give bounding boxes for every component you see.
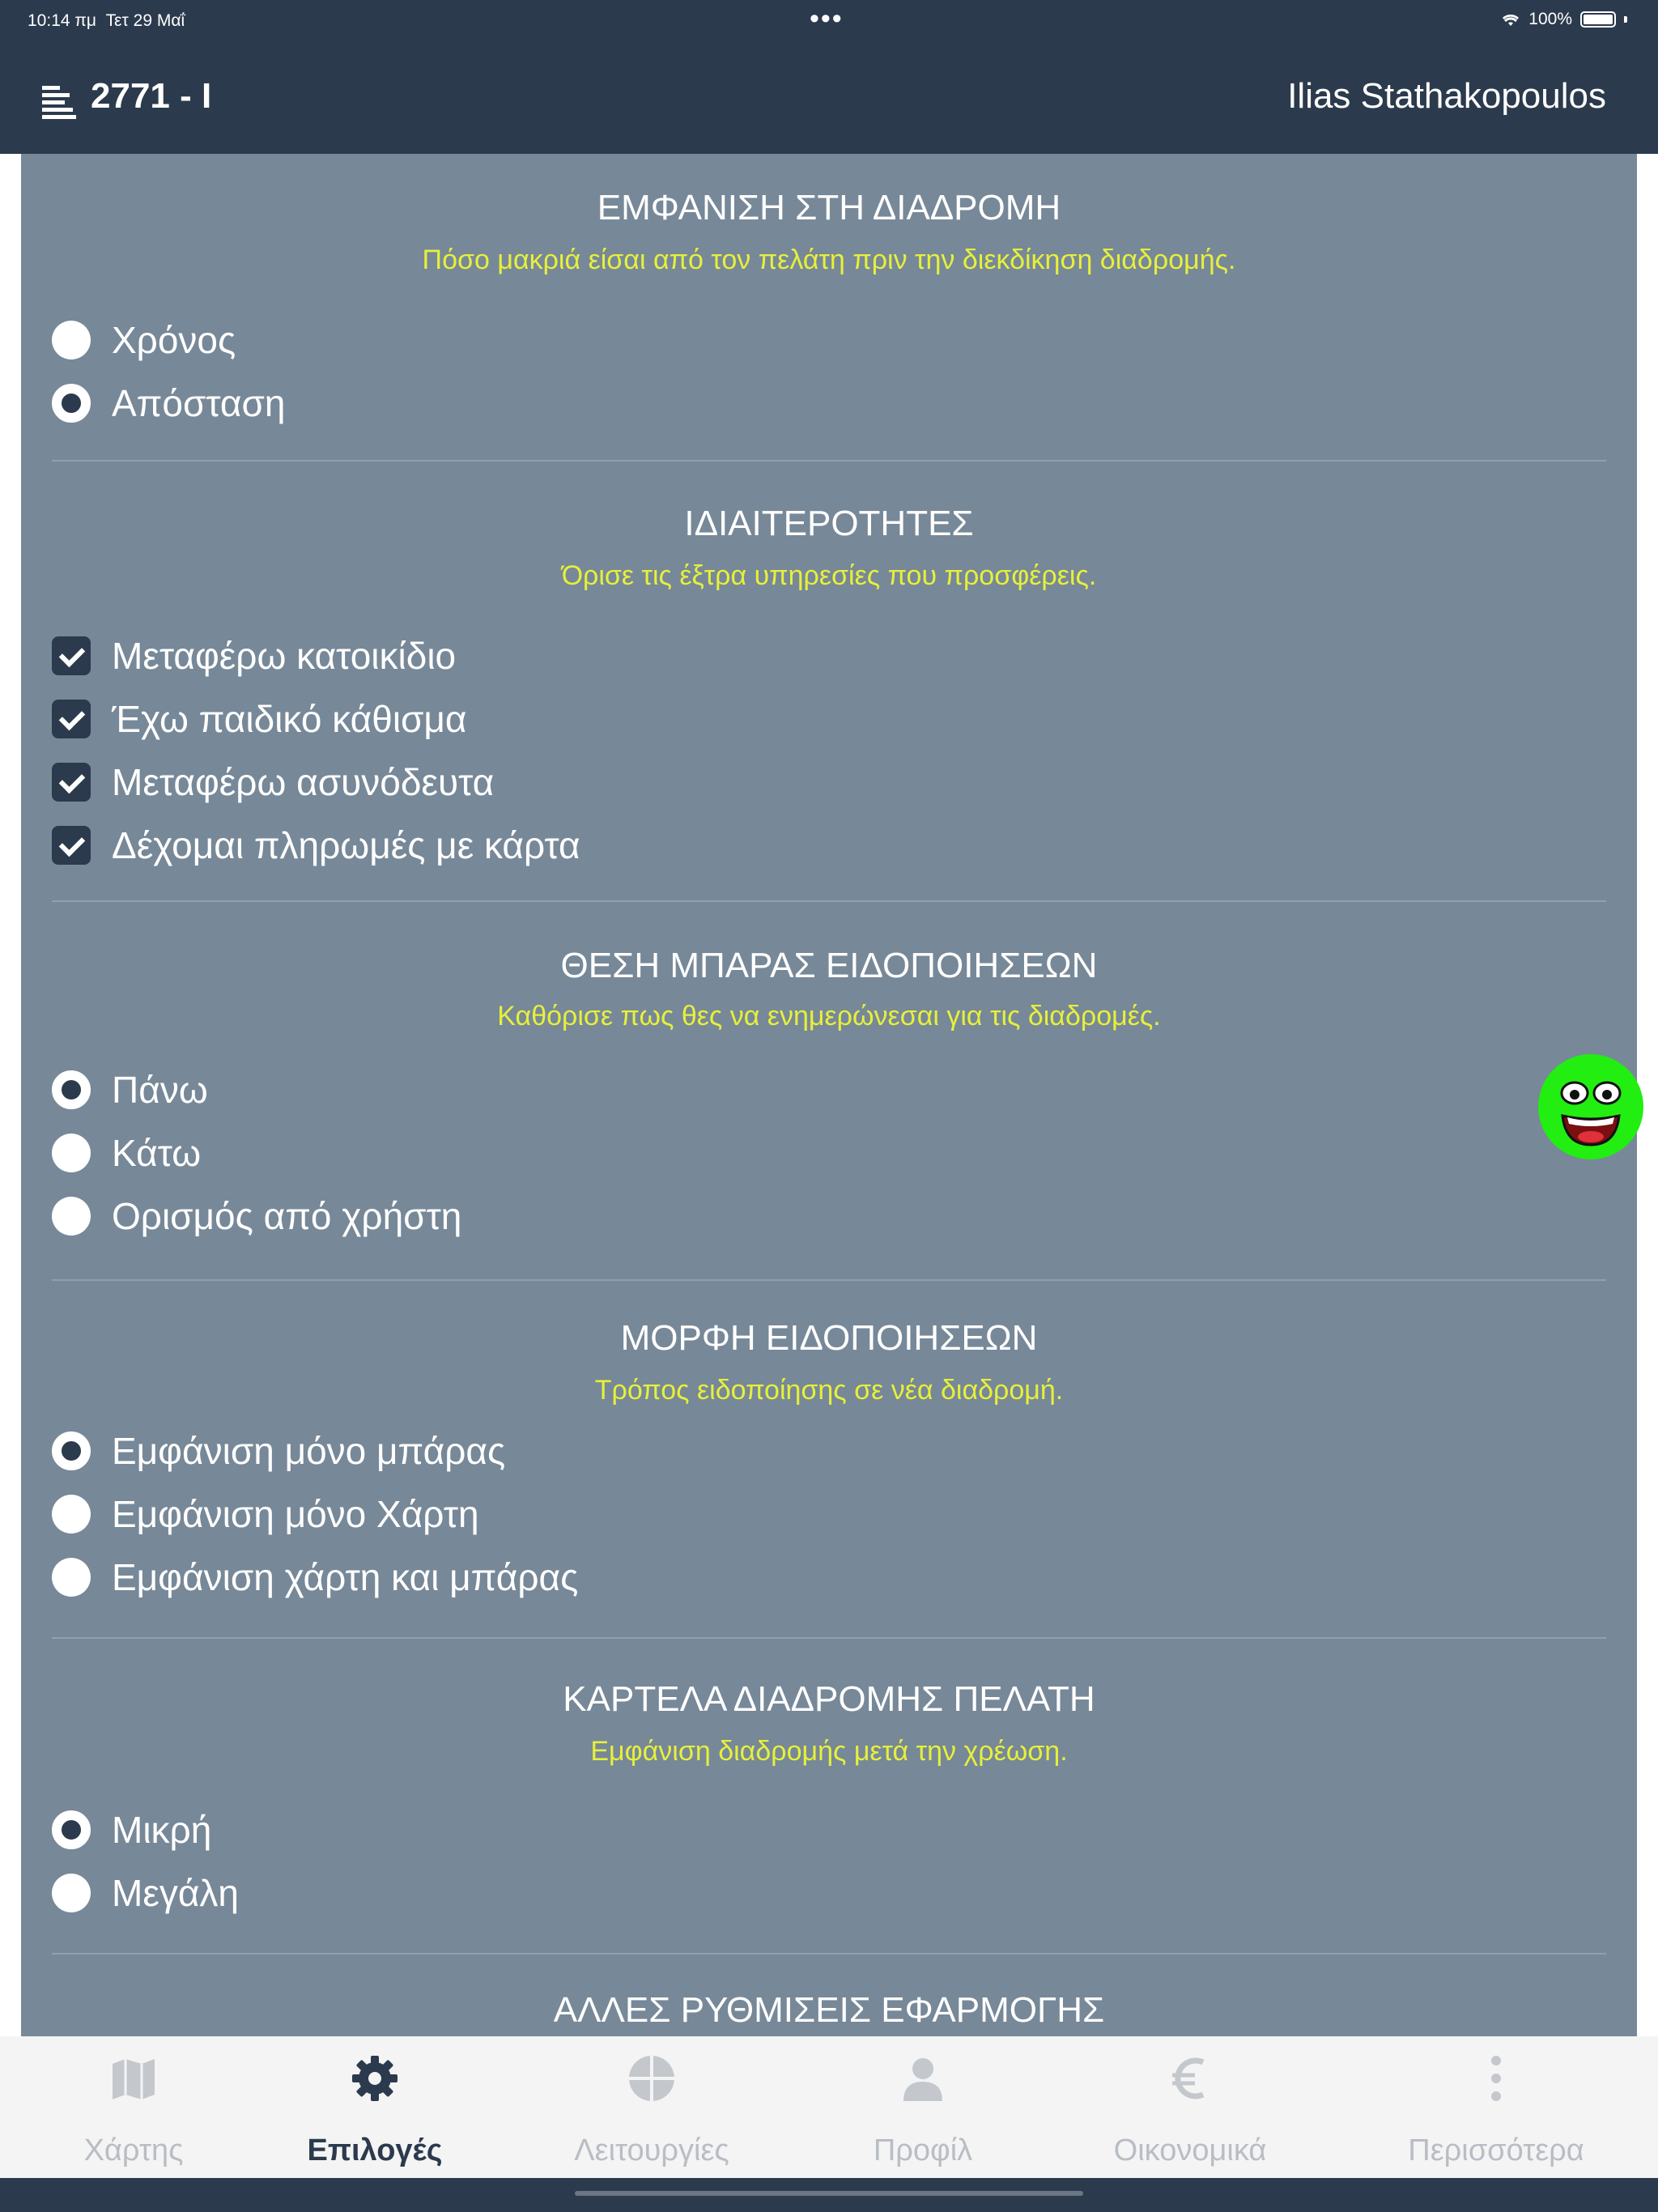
radio-option-map-and-bar[interactable] — [52, 1553, 578, 1602]
person-icon — [897, 2052, 949, 2104]
radio-button-selected[interactable] — [52, 1431, 91, 1470]
radio-option-top[interactable] — [52, 1066, 208, 1114]
euro-icon — [1164, 2052, 1216, 2104]
radio-button[interactable] — [52, 1197, 91, 1236]
option-label: Απόσταση — [112, 382, 286, 424]
section-subtitle-route-display: Πόσο μακριά είσαι από τον πελάτη πριν την διεκδίκηση διαδρομής. — [422, 245, 1236, 275]
option-label: Εμφάνιση μόνο μπάρας — [112, 1430, 506, 1472]
option-label: Ορισμός από χρήστη — [112, 1195, 462, 1237]
radio-option-small[interactable] — [52, 1806, 211, 1854]
checkbox-option-child-seat[interactable] — [52, 695, 467, 743]
tab-options[interactable] — [241, 2036, 508, 2178]
user-name[interactable]: Ilias Stathakopoulos — [1287, 76, 1606, 116]
radio-option-user-defined[interactable] — [52, 1192, 461, 1240]
option-label: Κάτω — [112, 1132, 202, 1174]
option-label: Μεταφέρω κατοικίδιο — [112, 635, 457, 677]
section-subtitle-notification-format: Τρόπος ειδοποίησης σε νέα διαδρομή. — [594, 1375, 1064, 1406]
tab-label: Οικονομικά — [1113, 2133, 1267, 2167]
wifi-icon — [1501, 11, 1520, 28]
checkbox-option-card-payments[interactable] — [52, 821, 580, 870]
tab-label: Λειτουργίες — [574, 2133, 729, 2167]
radio-button-selected[interactable] — [52, 1070, 91, 1109]
divider — [52, 1637, 1606, 1639]
section-subtitle-features: Όρισε τις έξτρα υπηρεσίες που προσφέρεις. — [561, 560, 1097, 591]
section-title-route-display: ΕΜΦΑΝΙΣΗ ΣΤΗ ΔΙΑΔΡΟΜΗ — [597, 188, 1061, 228]
radio-option-bottom[interactable] — [52, 1129, 201, 1177]
app-header — [0, 42, 1658, 154]
section-subtitle-customer-route-card: Εμφάνιση διαδρομής μετά την χρέωση. — [590, 1736, 1068, 1767]
checkbox-option-unaccompanied[interactable] — [52, 758, 494, 806]
bottom-tab-bar — [0, 2036, 1658, 2178]
radio-button-selected[interactable] — [52, 1810, 91, 1849]
section-title-customer-route-card: ΚΑΡΤΕΛΑ ΔΙΑΔΡΟΜΗΣ ΠΕΛΑΤΗ — [563, 1679, 1095, 1719]
tab-functions[interactable] — [518, 2036, 785, 2178]
gear-icon — [349, 2052, 401, 2104]
tab-profile[interactable] — [789, 2036, 1056, 2178]
tab-label: Χάρτης — [83, 2133, 184, 2167]
radio-option-distance[interactable] — [52, 379, 285, 428]
radio-option-large[interactable] — [52, 1869, 239, 1917]
divider — [52, 1279, 1606, 1281]
radio-button-selected[interactable] — [52, 384, 91, 423]
floating-assistant-smiley-icon[interactable] — [1538, 1054, 1643, 1159]
status-time-date: 10:14 πμ Τετ 29 Μαΐ — [28, 11, 185, 30]
radio-option-bar-only[interactable] — [52, 1427, 505, 1475]
option-label: Μεγάλη — [112, 1872, 240, 1914]
tab-label: Προφίλ — [873, 2133, 973, 2167]
option-label: Δέχομαι πληρωμές με κάρτα — [112, 824, 580, 866]
divider — [52, 900, 1606, 902]
checkbox-checked[interactable] — [52, 763, 91, 802]
grid-icon — [626, 2052, 678, 2104]
page-title: 2771 - I — [91, 76, 212, 116]
option-label: Χρόνος — [112, 319, 236, 361]
radio-button[interactable] — [52, 321, 91, 359]
more-vertical-icon — [1470, 2052, 1522, 2104]
radio-button[interactable] — [52, 1134, 91, 1172]
section-title-features: ΙΔΙΑΙΤΕΡΟΤΗΤΕΣ — [684, 504, 974, 543]
tab-finances[interactable] — [1056, 2036, 1324, 2178]
battery-icon — [1580, 11, 1616, 28]
checkbox-checked[interactable] — [52, 700, 91, 738]
home-indicator[interactable] — [575, 2191, 1083, 2196]
radio-button[interactable] — [52, 1495, 91, 1534]
section-title-other-app-settings: ΑΛΛΕΣ ΡΥΘΜΙΣΕΙΣ ΕΦΑΡΜΟΓΗΣ — [553, 1990, 1105, 2030]
option-label: Εμφάνιση χάρτη και μπάρας — [112, 1556, 579, 1598]
menu-icon[interactable] — [40, 83, 78, 120]
divider — [52, 460, 1606, 462]
radio-button[interactable] — [52, 1874, 91, 1912]
option-label: Εμφάνιση μόνο Χάρτη — [112, 1493, 479, 1535]
map-icon — [108, 2052, 159, 2104]
tab-map[interactable] — [0, 2036, 267, 2178]
option-label: Έχω παιδικό κάθισμα — [112, 698, 467, 740]
status-bar — [0, 0, 1658, 42]
battery-percent: 100% — [1528, 10, 1572, 28]
tab-label: Περισσότερα — [1408, 2133, 1584, 2167]
checkbox-option-pets[interactable] — [52, 632, 456, 680]
section-title-notification-bar-position: ΘΕΣΗ ΜΠΑΡΑΣ ΕΙΔΟΠΟΙΗΣΕΩΝ — [560, 946, 1098, 985]
divider — [52, 1953, 1606, 1955]
battery-tip — [1624, 16, 1627, 23]
status-right — [1501, 10, 1627, 29]
section-title-notification-format: ΜΟΡΦΗ ΕΙΔΟΠΟΙΗΣΕΩΝ — [620, 1318, 1038, 1358]
radio-option-map-only[interactable] — [52, 1490, 479, 1538]
radio-option-time[interactable] — [52, 316, 236, 364]
option-label: Μεταφέρω ασυνόδευτα — [112, 761, 495, 803]
settings-content[interactable] — [21, 154, 1637, 2036]
radio-button[interactable] — [52, 1558, 91, 1597]
multitasking-dots[interactable]: ••• — [810, 3, 844, 34]
checkbox-checked[interactable] — [52, 826, 91, 865]
tab-label: Επιλογές — [307, 2133, 443, 2167]
option-label: Πάνω — [112, 1069, 208, 1111]
tab-more[interactable] — [1363, 2036, 1630, 2178]
frame-left — [0, 154, 21, 2036]
option-label: Μικρή — [112, 1809, 212, 1851]
checkbox-checked[interactable] — [52, 636, 91, 675]
section-subtitle-notification-bar-position: Καθόρισε πως θες να ενημερώνεσαι για τις διαδρομές. — [497, 1001, 1161, 1032]
